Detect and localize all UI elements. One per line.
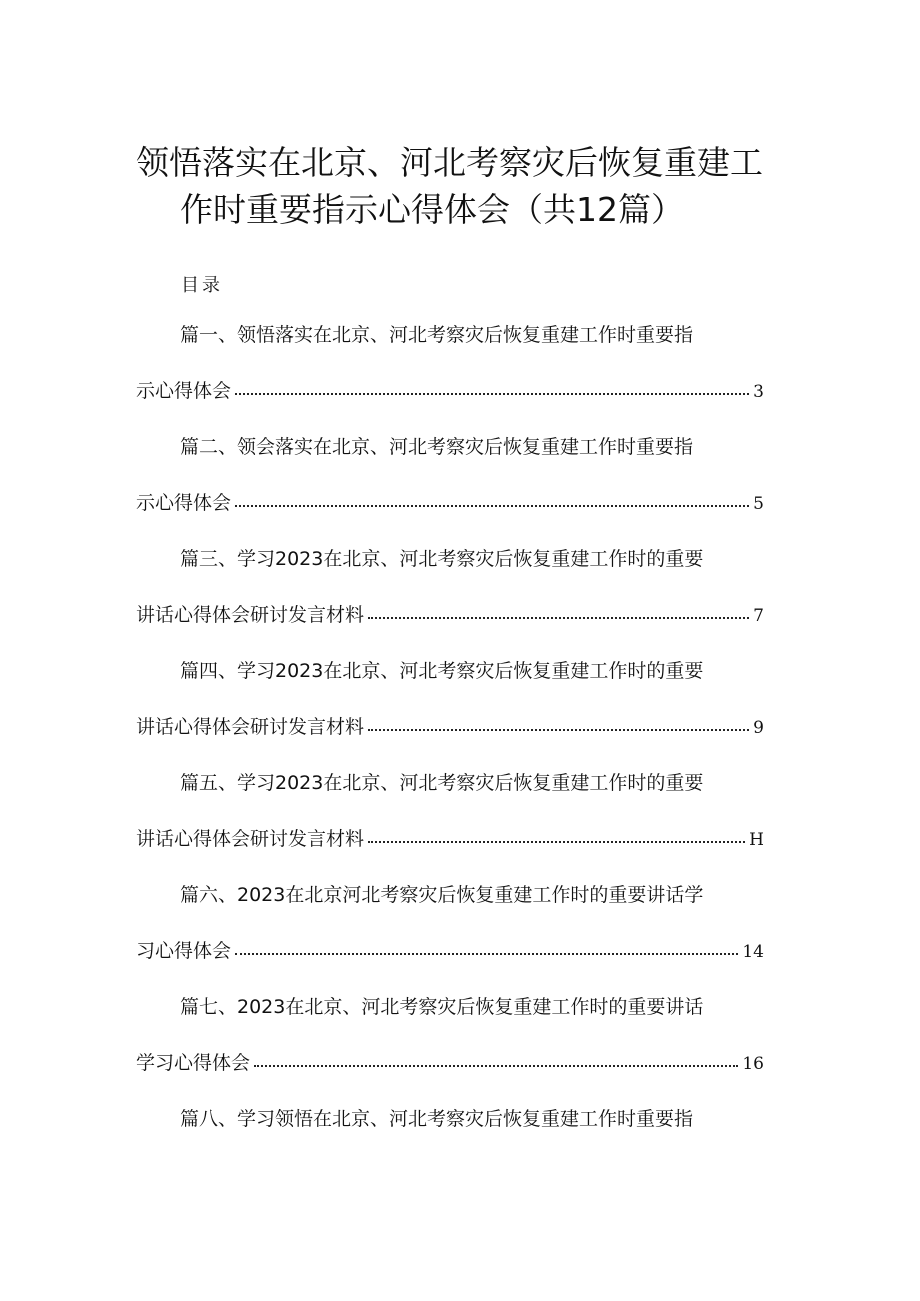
toc-entry-3-line-2[interactable] [136, 606, 764, 625]
toc-entry-6-line-2[interactable] [136, 942, 764, 961]
toc-entry-text: 示心得体会 [136, 492, 232, 514]
toc-dot-leader [368, 617, 749, 619]
toc-entry-text: 示心得体会 [136, 380, 232, 402]
toc-entry-3-line-1[interactable]: 篇三、学习2023在北京、河北考察灾后恢复重建工作时的重要 [180, 548, 704, 570]
toc-entry-4-line-2[interactable] [136, 718, 764, 737]
toc-entry-1-line-2[interactable] [136, 382, 764, 401]
toc-dot-leader [254, 1065, 738, 1067]
toc-dot-leader [368, 841, 745, 843]
toc-dot-leader [235, 393, 749, 395]
toc-entry-7-line-2[interactable] [136, 1054, 764, 1073]
toc-entry-2-line-1[interactable]: 篇二、领会落实在北京、河北考察灾后恢复重建工作时重要指 [180, 436, 694, 458]
toc-entry-5-line-2[interactable] [136, 830, 764, 849]
toc-entry-text: 学习心得体会 [136, 1052, 251, 1074]
toc-page-number: 14 [742, 942, 764, 962]
toc-entry-text: 讲话心得体会研讨发言材料 [136, 828, 365, 850]
toc-heading: 目录 [181, 275, 223, 296]
toc-page-number: 9 [753, 718, 764, 738]
toc-entry-8-line-1[interactable]: 篇八、学习领悟在北京、河北考察灾后恢复重建工作时重要指 [180, 1108, 694, 1130]
toc-page-number: H [749, 830, 764, 850]
toc-page-number: 7 [753, 606, 764, 626]
toc-entry-6-line-1[interactable]: 篇六、2023在北京河北考察灾后恢复重建工作时的重要讲话学 [180, 884, 704, 906]
document-title-line-2: 作时重要指示心得体会（共12篇） [180, 190, 684, 229]
toc-page-number: 16 [742, 1054, 764, 1074]
toc-entry-1-line-1[interactable]: 篇一、领悟落实在北京、河北考察灾后恢复重建工作时重要指 [180, 324, 694, 346]
toc-dot-leader [235, 505, 749, 507]
toc-page-number: 5 [753, 494, 764, 514]
toc-dot-leader [235, 953, 738, 955]
toc-entry-5-line-1[interactable]: 篇五、学习2023在北京、河北考察灾后恢复重建工作时的重要 [180, 772, 704, 794]
toc-entry-7-line-1[interactable]: 篇七、2023在北京、河北考察灾后恢复重建工作时的重要讲话 [180, 996, 704, 1018]
toc-dot-leader [368, 729, 749, 731]
toc-entry-text: 讲话心得体会研讨发言材料 [136, 716, 365, 738]
toc-entry-4-line-1[interactable]: 篇四、学习2023在北京、河北考察灾后恢复重建工作时的重要 [180, 660, 704, 682]
toc-page-number: 3 [753, 382, 764, 402]
toc-entry-text: 讲话心得体会研讨发言材料 [136, 604, 365, 626]
document-title-line-1: 领悟落实在北京、河北考察灾后恢复重建工 [136, 143, 763, 182]
toc-entry-text: 习心得体会 [136, 940, 232, 962]
toc-entry-2-line-2[interactable] [136, 494, 764, 513]
